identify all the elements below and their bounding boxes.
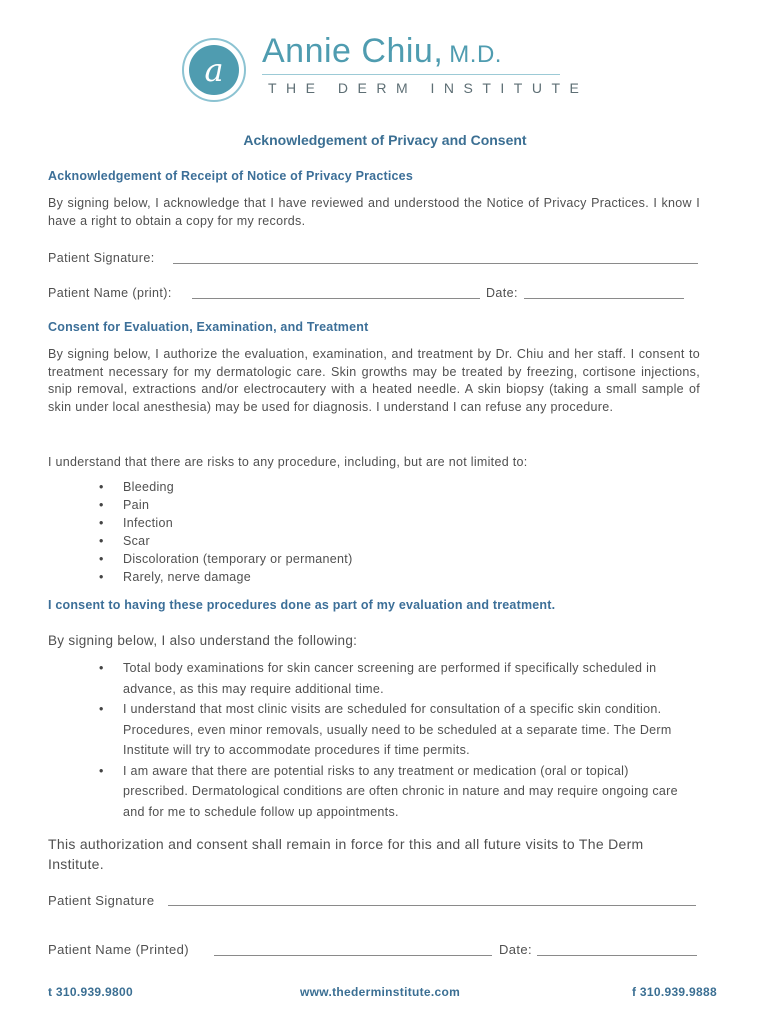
list-item: • Rarely, nerve damage xyxy=(99,568,599,586)
logo-credential: M.D. xyxy=(449,41,502,68)
privacy-date-field[interactable] xyxy=(524,298,684,299)
footer-website[interactable]: www.thederminstitute.com xyxy=(300,985,461,999)
list-item: • Total body examinations for skin cancer screening are performed if specifically scheduled in advance, as this may require additional time. xyxy=(99,658,679,699)
privacy-signature-label: Patient Signature: xyxy=(48,251,155,265)
consent-heading: Consent for Evaluation, Examination, and Treatment xyxy=(48,320,369,334)
logo-monogram-letter: a xyxy=(204,51,224,89)
footer-fax: f 310.939.9888 xyxy=(632,985,717,999)
final-date-label: Date: xyxy=(499,942,533,957)
privacy-name-label: Patient Name (print): xyxy=(48,286,172,300)
logo-monogram-icon xyxy=(181,37,247,103)
final-name-label: Patient Name (Printed) xyxy=(48,942,190,957)
list-item: • Infection xyxy=(99,514,599,532)
list-item: • Discoloration (temporary or permanent) xyxy=(99,550,599,568)
list-item: • Scar xyxy=(99,532,599,550)
risks-list xyxy=(99,478,599,586)
privacy-text: By signing below, I acknowledge that I have reviewed and understood the Notice of Privacy Practices. I know I have a right to obtain a copy for my records. xyxy=(48,196,700,228)
privacy-heading: Acknowledgement of Receipt of Notice of Privacy Practices xyxy=(48,169,413,183)
final-date-field[interactable] xyxy=(537,955,697,956)
final-signature-label: Patient Signature xyxy=(48,893,155,908)
list-item: • Pain xyxy=(99,496,599,514)
privacy-date-label: Date: xyxy=(486,286,518,300)
understand-list xyxy=(99,658,679,822)
list-item: • I understand that most clinic visits are scheduled for consultation of a specific skin condition. Procedures, even minor removals, usually need to be scheduled at a separate time. The Derm Institute will try to accommodate procedures if time permits. xyxy=(99,699,679,761)
consent-statement: I consent to having these procedures done as part of my evaluation and treatment. xyxy=(48,598,556,612)
final-name-field[interactable] xyxy=(214,955,492,956)
list-item: • I am aware that there are potential risks to any treatment or medication (oral or topical) prescribed. Dermatological conditions are often chronic in nature and may require ongoing care and for me to schedule follow up appointments. xyxy=(99,761,679,823)
privacy-name-field[interactable] xyxy=(192,298,480,299)
final-signature-field[interactable] xyxy=(168,905,696,906)
logo-doctor-name: Annie Chiu, xyxy=(262,32,444,70)
closing-statement: This authorization and consent shall remain in force for this and all future visits to The Derm Institute. xyxy=(48,836,644,872)
understand-intro: By signing below, I also understand the following: xyxy=(48,633,358,648)
list-item: • Bleeding xyxy=(99,478,599,496)
document-title: Acknowledgement of Privacy and Consent xyxy=(243,132,527,148)
privacy-signature-field[interactable] xyxy=(173,263,698,264)
consent-text: By signing below, I authorize the evaluation, examination, and treatment by Dr. Chiu and her staff. I consent to treatment necessary for my dermatologic care. Skin growths may be treated by freezing, cortisone injections, snip removal, extractions and/or electrocautery with a heated needle. A skin biopsy (taking a small sample of skin under local anesthesia) may be used for diagnosis. I understand I can refuse any procedure. xyxy=(48,347,700,414)
footer-phone: t 310.939.9800 xyxy=(48,985,133,999)
risks-intro: I understand that there are risks to any procedure, including, but are not limited to: xyxy=(48,455,528,469)
logo-subtitle: THE DERM INSTITUTE xyxy=(268,80,589,96)
logo-name xyxy=(262,32,502,71)
logo-divider xyxy=(262,74,560,75)
